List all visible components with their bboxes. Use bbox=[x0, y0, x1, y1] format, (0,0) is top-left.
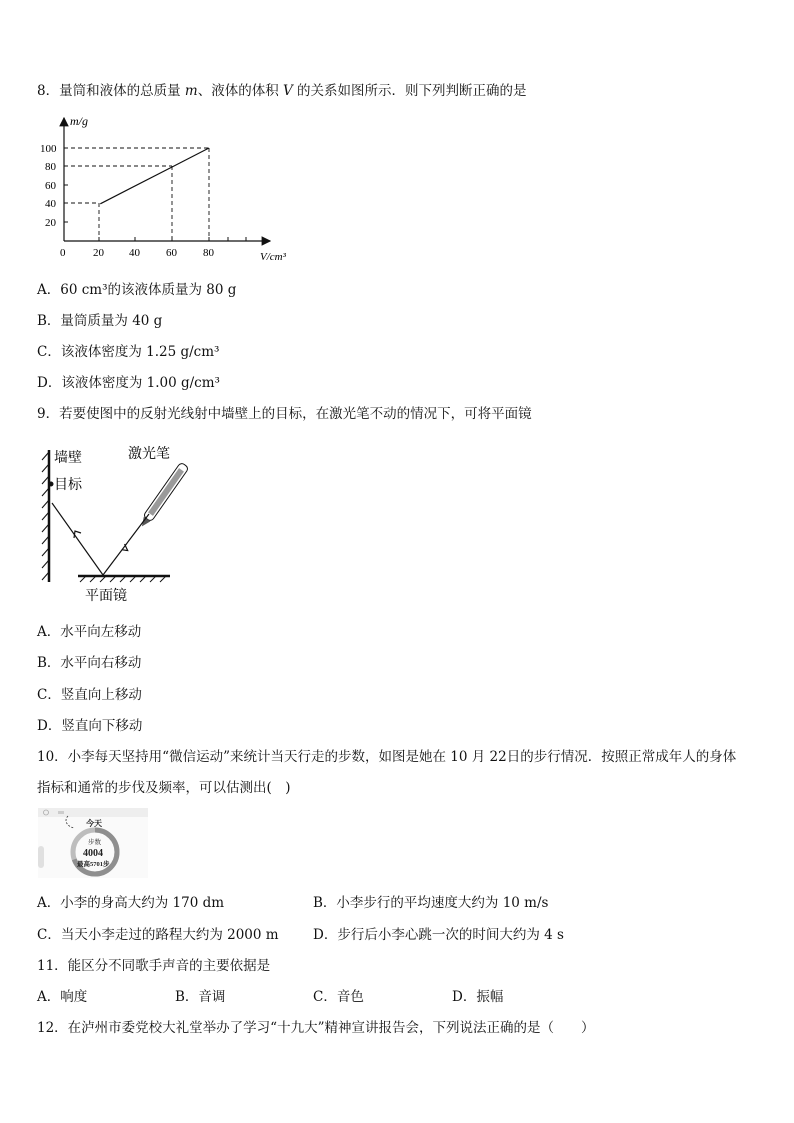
q10-wechat-steps-image bbox=[38, 808, 148, 878]
q8-option-c: C．该液体密度为 1.25 g/cm³ bbox=[37, 344, 220, 360]
steps-caption: 步数 bbox=[88, 839, 101, 846]
q11-stem: 11．能区分不同歌手声音的主要依据是 bbox=[37, 958, 271, 974]
q9-option-c: C．竖直向上移动 bbox=[37, 687, 142, 703]
y-tick-label: 60 bbox=[45, 180, 56, 192]
x-tick-label: 80 bbox=[203, 247, 214, 259]
q9-stem: 9．若要使图中的反射光线射中墙壁上的目标，在激光笔不动的情况下，可将平面镜 bbox=[37, 406, 532, 422]
q10-option-d: D．步行后小李心跳一次的时间大约为 4 s bbox=[313, 927, 564, 943]
x-tick-label: 20 bbox=[93, 247, 104, 259]
mass-volume-line bbox=[100, 148, 209, 204]
q8-option-b: B．量筒质量为 40 g bbox=[37, 313, 163, 329]
q10-option-c: C．当天小李走过的路程大约为 2000 m bbox=[37, 927, 279, 943]
q9-mirror-figure bbox=[36, 440, 196, 608]
x-tick-label: 0 bbox=[60, 247, 66, 259]
target-label: 目标 bbox=[54, 478, 82, 493]
y-axis-label: m/g bbox=[70, 114, 88, 128]
q12-stem: 12．在泸州市委党校大礼堂举办了学习“十九大”精神宣讲报告会，下列说法正确的是（ ） bbox=[37, 1020, 595, 1036]
q11-option-d: D．振幅 bbox=[452, 989, 504, 1005]
q10-option-a: A．小李的身高大约为 170 dm bbox=[37, 895, 225, 911]
q10-stem-line2: 指标和通常的步伐及频率，可以估测出( ) bbox=[37, 780, 291, 796]
x-tick-label: 60 bbox=[166, 247, 177, 259]
steps-count: 4004 bbox=[83, 848, 103, 859]
q8-mass-volume-graph bbox=[36, 112, 296, 264]
y-tick-label: 20 bbox=[45, 217, 56, 229]
y-tick-label: 80 bbox=[45, 161, 56, 173]
q10-stem-line1: 10．小李每天坚持用“微信运动”来统计当天行走的步数，如图是她在 10 月 22日的步行情况．按照正常成年人的身体 bbox=[37, 749, 737, 765]
q11-option-a: A．响度 bbox=[37, 989, 88, 1005]
steps-max: 最高5701步 bbox=[77, 861, 110, 868]
target-dot bbox=[49, 482, 54, 487]
y-tick-label: 100 bbox=[40, 143, 57, 155]
q11-option-c: C．音色 bbox=[313, 989, 364, 1005]
q9-option-b: B．水平向右移动 bbox=[37, 655, 142, 671]
laser-label: 激光笔 bbox=[128, 447, 170, 462]
q9-option-a: A．水平向左移动 bbox=[37, 624, 142, 640]
q8-option-a: A．60 cm³的该液体质量为 80 g bbox=[37, 282, 237, 298]
reflected-ray bbox=[52, 503, 103, 575]
y-tick-label: 40 bbox=[45, 198, 56, 210]
today-label: 今天 bbox=[86, 819, 102, 828]
q8-option-d: D．该液体密度为 1.00 g/cm³ bbox=[37, 375, 220, 391]
q8-stem: 8．量筒和液体的总质量 m、液体的体积 V 的关系如图所示．则下列判断正确的是 bbox=[37, 83, 527, 99]
x-tick-label: 40 bbox=[129, 247, 140, 259]
wall-label: 墙壁 bbox=[54, 451, 82, 466]
q9-option-d: D．竖直向下移动 bbox=[37, 718, 143, 734]
mirror-label: 平面镜 bbox=[85, 589, 127, 604]
x-axis-label: V/cm³ bbox=[260, 251, 286, 263]
q10-option-b: B．小李步行的平均速度大约为 10 m/s bbox=[313, 895, 549, 911]
incident-ray bbox=[103, 514, 149, 575]
q11-option-b: B．音调 bbox=[175, 989, 226, 1005]
